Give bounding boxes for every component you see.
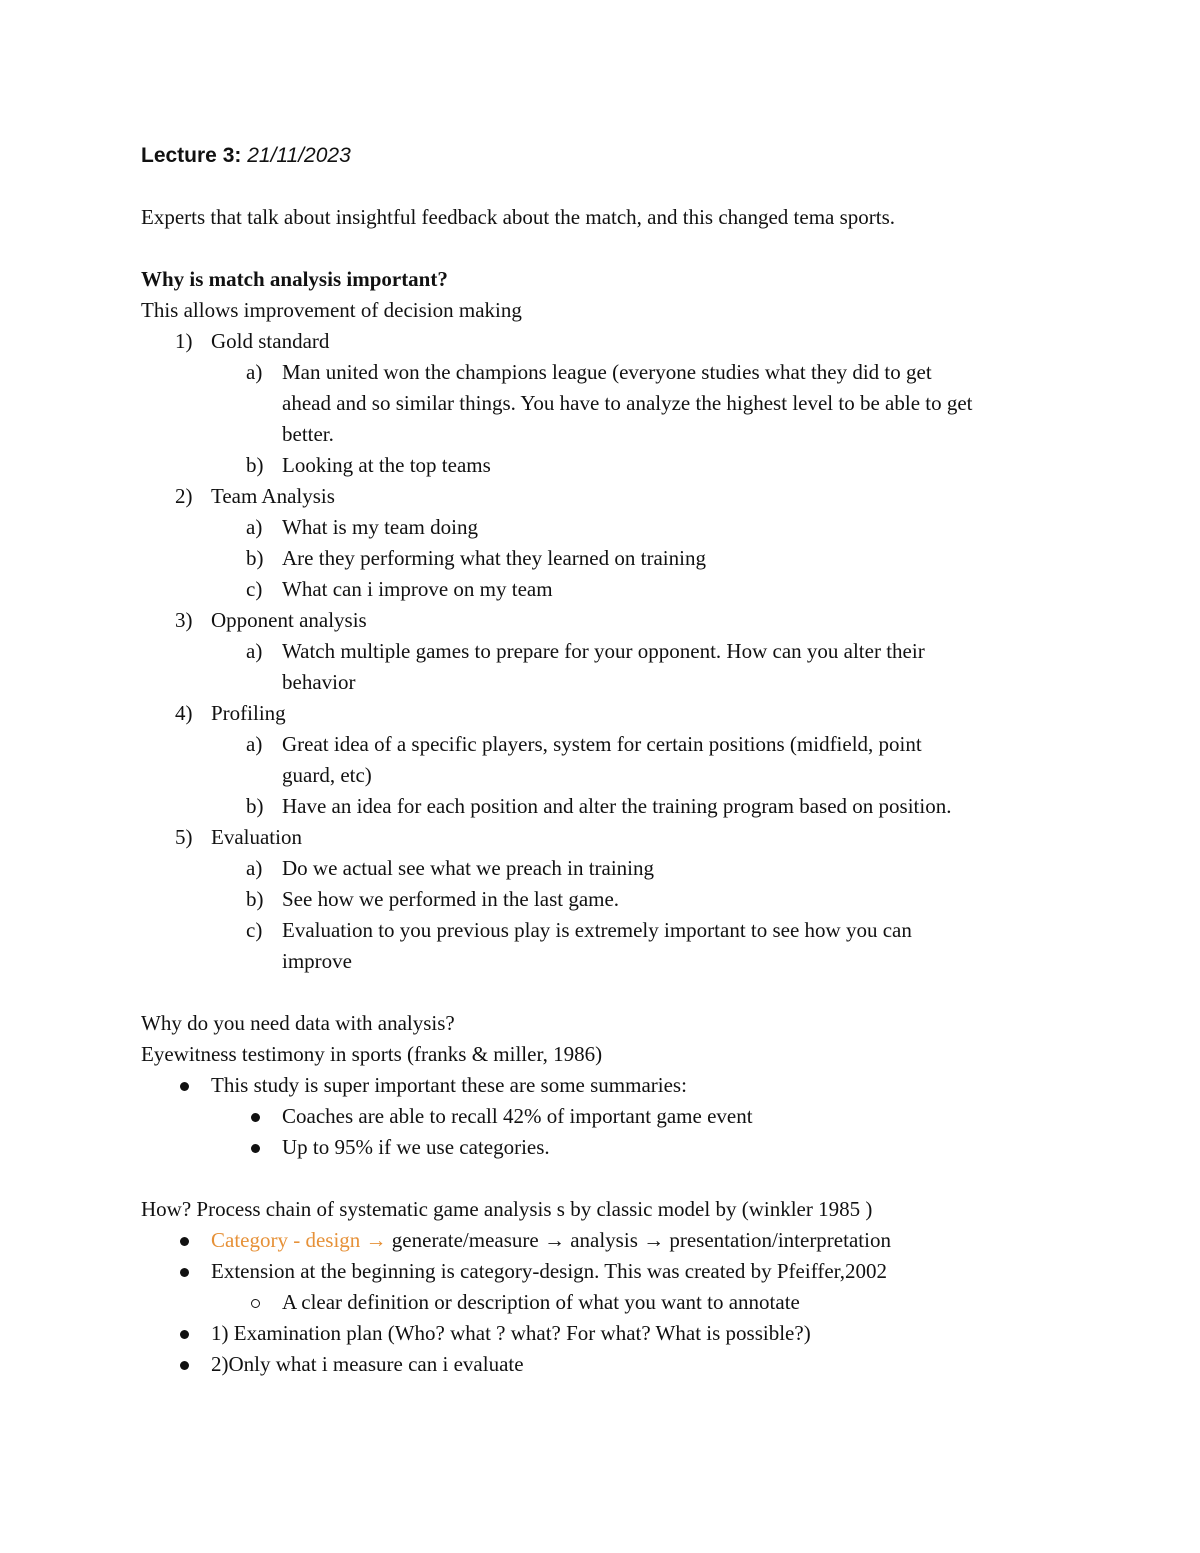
list-item-continuation: better. <box>282 422 334 446</box>
bullet-item: Up to 95% if we use categories. <box>141 1132 1081 1163</box>
bullet-item: Category - design → generate/measure → analysis → presentation/interpretation <box>141 1225 1081 1256</box>
list-item: a) What is my team doing <box>246 515 478 539</box>
list-item: a) Great idea of a specific players, system for certain positions (midfield, point <box>246 732 922 756</box>
list-item: 1) Gold standard <box>175 329 330 353</box>
bullet-dot-icon <box>180 1237 189 1246</box>
list-item-continuation: guard, etc) <box>282 763 372 787</box>
section-question-how: How? Process chain of systematic game analysis s by classic model by (winkler 1985 ) <box>141 1197 873 1221</box>
list-item-continuation: ahead and so similar things. You have to analyze the highest level to be able to get <box>282 391 973 415</box>
list-item-continuation: behavior <box>282 670 356 694</box>
bullet-dot-icon <box>180 1361 189 1370</box>
bullet-item: Coaches are able to recall 42% of important game event <box>141 1101 1081 1132</box>
bullet-dot-icon <box>251 1144 260 1153</box>
list-item: a) Man united won the champions league (everyone studies what they did to get <box>246 360 932 384</box>
list-item: b) See how we performed in the last game. <box>246 887 620 911</box>
bullet-item: 2)Only what i measure can i evaluate <box>141 1349 1081 1380</box>
bullet-dot-icon <box>251 1113 260 1122</box>
list-item: 3) Opponent analysis <box>175 608 367 632</box>
bullet-dot-icon <box>180 1268 189 1277</box>
lecture-date: 21/11/2023 <box>247 144 351 167</box>
bullet-item: 1) Examination plan (Who? what ? what? For what? What is possible?) <box>141 1318 1081 1349</box>
list-item: c) What can i improve on my team <box>246 577 553 601</box>
bullet-dot-icon <box>180 1330 189 1339</box>
chain-highlight: Category - design → <box>211 1228 387 1252</box>
list-item-continuation: improve <box>282 949 352 973</box>
list-item: b) Are they performing what they learned on training <box>246 546 706 570</box>
lecture-title <box>141 140 1081 171</box>
list-item: c) Evaluation to you previous play is extremely important to see how you can <box>246 918 912 942</box>
bullet-item: Extension at the beginning is category-design. This was created by Pfeiffer,2002 <box>141 1256 1081 1287</box>
bullet-dot-icon <box>180 1082 189 1091</box>
document-content <box>141 140 1081 1380</box>
lecture-label: Lecture 3: <box>141 144 242 167</box>
list-item: b) Looking at the top teams <box>246 453 491 477</box>
list-item: 5) Evaluation <box>175 825 302 849</box>
bullet-item: This study is super important these are some summaries: <box>141 1070 1081 1101</box>
bullet-item: A clear definition or description of what you want to annotate <box>141 1287 1081 1318</box>
list-item: a) Do we actual see what we preach in training <box>246 856 655 880</box>
bullet-circle-icon <box>251 1299 260 1308</box>
intro-paragraph: Experts that talk about insightful feedback about the match, and this changed tema sports. <box>141 205 896 229</box>
list-item: 4) Profiling <box>175 701 286 725</box>
section-question-data: Why do you need data with analysis? <box>141 1011 455 1035</box>
section-subheading: This allows improvement of decision making <box>141 298 522 322</box>
list-item: a) Watch multiple games to prepare for your opponent. How can you alter their <box>246 639 925 663</box>
section-heading-importance: Why is match analysis important? <box>141 267 448 291</box>
list-item: b) Have an idea for each position and alter the training program based on position. <box>246 794 952 818</box>
list-item: 2) Team Analysis <box>175 484 335 508</box>
section-reference: Eyewitness testimony in sports (franks & miller, 1986) <box>141 1042 603 1066</box>
